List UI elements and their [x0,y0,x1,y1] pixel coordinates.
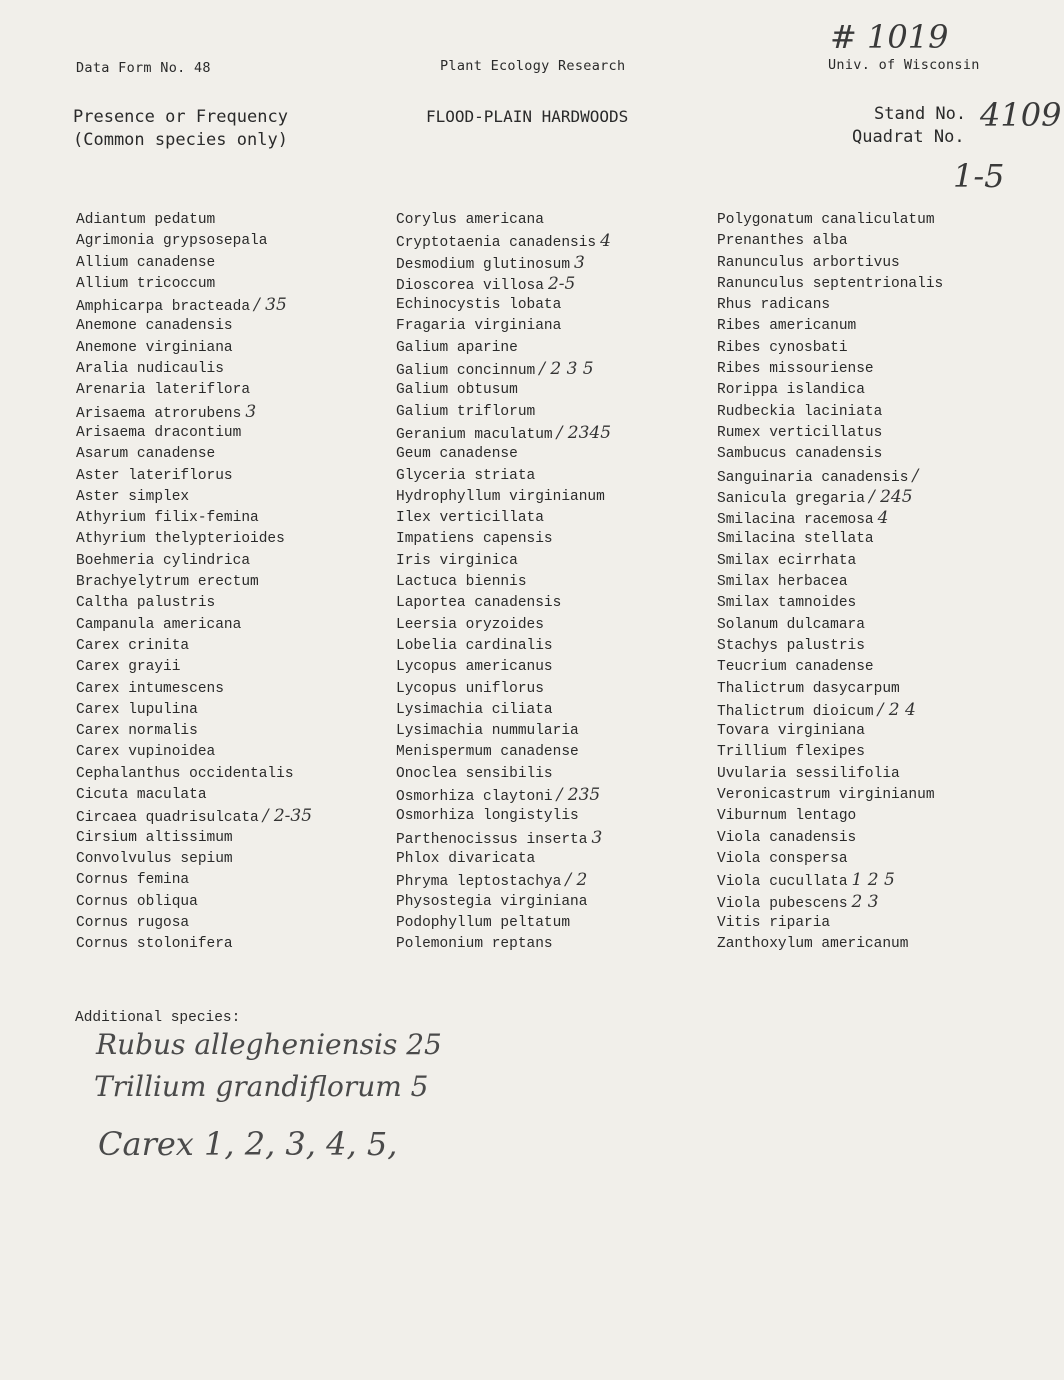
frequency-mark: / 2 4 [877,699,916,720]
species-row [717,572,943,593]
species-name: Polygonatum canaliculatum [717,212,935,228]
species-row [76,593,312,614]
species-name: Leersia oryzoides [396,616,544,633]
species-row [396,828,611,849]
species-row [396,934,611,955]
species-name: Galium concinnum [396,363,536,380]
species-name: Ilex verticillata [396,510,544,527]
species-name: Fragaria virginiana [396,318,562,335]
species-name: Trillium flexipes [717,744,865,761]
species-row [396,615,611,636]
species-name: Asarum canadense [76,446,216,463]
species-name: Campanula americana [76,616,242,633]
species-row [76,657,312,678]
species-name: Lycopus uniflorus [396,680,544,697]
species-name: Lysimachia nummularia [396,723,579,740]
frequency-mark: 4 [877,508,889,529]
species-name: Aralia nudicaulis [76,361,224,378]
species-row [717,295,943,316]
species-row [76,913,312,934]
species-name: Osmorhiza claytoni [396,789,553,806]
species-name: Cornus femina [76,872,190,889]
species-name: Smilax herbacea [717,574,848,591]
stand-label: Stand No. [874,104,967,124]
species-name: Adiantum pedatum [76,212,216,228]
species-row [76,785,312,806]
species-name: Cornus rugosa [76,914,190,931]
species-name: Laportea canadensis [396,595,562,612]
species-row [717,742,943,763]
species-row [76,934,312,955]
species-name: Aster simplex [76,488,190,505]
species-row [76,764,312,785]
frequency-mark: 3 [574,252,585,273]
species-row [396,636,611,657]
species-row [396,742,611,763]
species-row [396,721,611,742]
frequency-mark: / 2 3 5 [539,359,594,380]
frequency-mark: 3 [245,401,257,422]
species-name: Carex lupulina [76,701,198,718]
species-name: Dioscorea villosa [396,277,544,294]
quadrat-label: Quadrat No. [852,127,965,147]
species-row [396,806,611,827]
species-row [717,380,943,401]
species-name: Smilacina stellata [717,531,874,548]
species-row [717,636,943,657]
species-name: Rhus radicans [717,297,831,314]
species-name: Smilax tamnoides [717,595,857,612]
frequency-mark: 3 [591,827,603,848]
species-name: Viola cucullata [717,874,848,891]
research-title: Plant Ecology Research [440,58,626,74]
additional-entry: Trillium grandiflorum 5 [94,1070,429,1103]
species-name: Lactuca biennis [396,574,527,591]
species-row [396,231,611,252]
species-row [76,636,312,657]
species-row [396,529,611,550]
species-row [717,828,943,849]
species-row [76,615,312,636]
species-name: Thalictrum dioicum [717,703,874,720]
species-name: Galium aparine [396,339,518,356]
species-row [717,721,943,742]
additional-entry: Carex 1, 2, 3, 4, 5, [98,1125,398,1163]
frequency-mark: / 245 [868,486,913,507]
species-row [717,316,943,337]
species-row [76,892,312,913]
species-name: Cicuta maculata [76,787,207,804]
species-name: Allium canadense [76,254,216,271]
species-name: Tovara virginiana [717,723,865,740]
species-row [717,913,943,934]
species-name: Sambucus canadensis [717,446,883,463]
species-name: Viola canadensis [717,829,857,846]
species-row [717,934,943,955]
additional-entry: Rubus allegheniensis 25 [96,1028,442,1061]
species-name: Iris virginica [396,552,518,569]
species-row [76,508,312,529]
species-name: Ribes americanum [717,318,857,335]
species-name: Phlox divaricata [396,850,536,867]
species-name: Athyrium filix-femina [76,510,259,527]
species-row [396,487,611,508]
frequency-mark: 1 2 5 [851,870,895,891]
species-row [396,764,611,785]
species-name: Carex normalis [76,723,198,740]
species-row [76,487,312,508]
species-row [76,423,312,444]
species-row [396,253,611,274]
species-name: Circaea quadrisulcata [76,810,259,827]
species-name: Lysimachia ciliata [396,701,553,718]
species-name: Onoclea sensibilis [396,765,553,782]
species-name: Viola pubescens [717,895,848,912]
species-row [717,508,943,529]
species-row [76,338,312,359]
species-row [76,380,312,401]
species-row [396,913,611,934]
species-row [76,849,312,870]
species-name: Anemone canadensis [76,318,233,335]
species-name: Rumex verticillatus [717,424,883,441]
species-name: Corylus americana [396,212,544,228]
species-name: Hydrophyllum virginianum [396,488,605,505]
species-row [396,338,611,359]
additional-species-label: Additional species: [75,1010,241,1026]
species-name: Impatiens capensis [396,531,553,548]
quadrat-value: 1-5 [953,157,1005,195]
species-row [76,721,312,742]
species-name: Geum canadense [396,446,518,463]
species-name: Aster lateriflorus [76,467,233,484]
species-row [396,593,611,614]
species-name: Prenanthes alba [717,233,848,250]
species-row [717,253,943,274]
frequency-mark: / 2345 [556,422,612,443]
species-row [396,700,611,721]
species-name: Geranium maculatum [396,426,553,443]
species-name: Cephalanthus occidentalis [76,765,294,782]
species-name: Polemonium reptans [396,936,553,953]
species-row [396,380,611,401]
species-row [717,679,943,700]
species-name: Caltha palustris [76,595,216,612]
species-row [76,359,312,380]
species-name: Physostegia virginiana [396,893,588,910]
species-name: Sanicula gregaria [717,490,865,507]
species-name: Carex grayii [76,659,181,676]
species-row [76,870,312,891]
presence-label: Presence or Frequency [73,107,288,127]
species-row [76,466,312,487]
species-row [396,785,611,806]
species-name: Stachys palustris [717,637,865,654]
species-row [76,572,312,593]
species-name: Rudbeckia laciniata [717,403,883,420]
frequency-mark: 4 [600,231,611,252]
species-name: Cornus stolonifera [76,936,233,953]
species-row [396,274,611,295]
species-column-1 [76,210,312,955]
species-name: Arisaema atrorubens [76,405,242,422]
species-row [717,529,943,550]
frequency-mark: / 2 [565,870,588,891]
species-name: Lobelia cardinalis [396,637,553,654]
species-row [717,551,943,572]
species-row [717,806,943,827]
species-name: Desmodium glutinosum [396,256,571,273]
species-name: Carex crinita [76,637,190,654]
species-row [717,231,943,252]
species-name: Teucrium canadense [717,659,874,676]
species-row [717,615,943,636]
species-name: Viburnum lentago [717,808,857,825]
species-row [396,444,611,465]
species-row [76,210,312,231]
species-name: Galium triflorum [396,403,536,420]
species-name: Carex intumescens [76,680,224,697]
species-row [717,274,943,295]
species-name: Viola conspersa [717,850,848,867]
common-species-label: (Common species only) [73,130,288,150]
species-row [396,359,611,380]
species-name: Solanum dulcamara [717,616,865,633]
frequency-mark: / [912,465,919,486]
species-row [396,657,611,678]
species-name: Ranunculus septentrionalis [717,275,944,292]
species-row [396,316,611,337]
species-row [717,487,943,508]
species-row [396,572,611,593]
species-row [76,316,312,337]
species-row [76,806,312,827]
species-row [396,849,611,870]
species-row [717,359,943,380]
species-row [76,742,312,763]
species-name: Ranunculus arbortivus [717,254,900,271]
species-name: Boehmeria cylindrica [76,552,251,569]
species-row [396,466,611,487]
species-row [717,870,943,891]
species-name: Thalictrum dasycarpum [717,680,900,697]
species-name: Sanguinaria canadensis [717,469,909,486]
species-name: Arenaria lateriflora [76,382,251,399]
species-name: Galium obtusum [396,382,518,399]
species-row [717,657,943,678]
species-row [76,679,312,700]
record-number: # 1019 [830,18,949,56]
species-row [717,785,943,806]
species-name: Cirsium altissimum [76,829,233,846]
species-row [76,700,312,721]
frequency-mark: / 2-35 [262,806,313,827]
species-name: Arisaema dracontium [76,424,242,441]
species-name: Echinocystis lobata [396,297,562,314]
species-row [717,849,943,870]
species-row [717,892,943,913]
community-title: FLOOD-PLAIN HARDWOODS [426,107,629,126]
species-row [76,444,312,465]
species-name: Veronicastrum virginianum [717,787,935,804]
species-name: Cornus obliqua [76,893,198,910]
species-name: Osmorhiza longistylis [396,808,579,825]
species-name: Glyceria striata [396,467,536,484]
species-name: Vitis riparia [717,914,831,931]
species-name: Athyrium thelypterioides [76,531,285,548]
species-row [717,423,943,444]
species-name: Brachyelytrum erectum [76,574,259,591]
species-row [396,402,611,423]
species-row [396,508,611,529]
species-row [76,274,312,295]
species-column-2 [396,210,611,955]
form-number: Data Form No. 48 [76,60,211,76]
species-row [717,444,943,465]
species-row [717,593,943,614]
species-row [396,679,611,700]
species-row [396,551,611,572]
species-row [396,295,611,316]
species-row [76,828,312,849]
frequency-mark: / 35 [254,295,287,316]
species-row [396,870,611,891]
species-row [717,210,943,231]
species-row [717,700,943,721]
species-row [717,466,943,487]
species-name: Lycopus americanus [396,659,553,676]
frequency-mark: / 235 [556,785,601,806]
species-name: Smilacina racemosa [717,512,874,529]
species-name: Parthenocissus inserta [396,831,588,848]
species-name: Allium tricoccum [76,275,216,292]
species-name: Cryptotaenia canadensis [396,235,597,252]
frequency-mark: 2 3 [851,891,879,912]
species-name: Ribes missouriense [717,361,874,378]
species-name: Zanthoxylum americanum [717,936,909,953]
species-row [76,295,312,316]
species-row [717,402,943,423]
species-name: Amphicarpa bracteada [76,299,251,316]
species-column-3 [717,210,943,955]
species-name: Menispermum canadense [396,744,579,761]
species-row [76,231,312,252]
species-name: Anemone virginiana [76,339,233,356]
species-name: Phryma leptostachya [396,874,562,891]
species-name: Ribes cynosbati [717,339,848,356]
frequency-mark: 2-5 [547,273,576,294]
species-row [396,210,611,231]
species-name: Smilax ecirrhata [717,552,857,569]
university: Univ. of Wisconsin [828,57,980,73]
species-row [717,338,943,359]
stand-value: 4109 [980,96,1062,134]
species-row [396,892,611,913]
species-row [396,423,611,444]
species-row [717,764,943,785]
species-row [76,529,312,550]
species-name: Podophyllum peltatum [396,914,571,931]
species-row [76,253,312,274]
species-row [76,402,312,423]
species-name: Convolvulus sepium [76,850,233,867]
species-name: Rorippa islandica [717,382,865,399]
species-name: Agrimonia grypsosepala [76,233,268,250]
species-name: Uvularia sessilifolia [717,765,900,782]
species-row [76,551,312,572]
species-name: Carex vupinoidea [76,744,216,761]
